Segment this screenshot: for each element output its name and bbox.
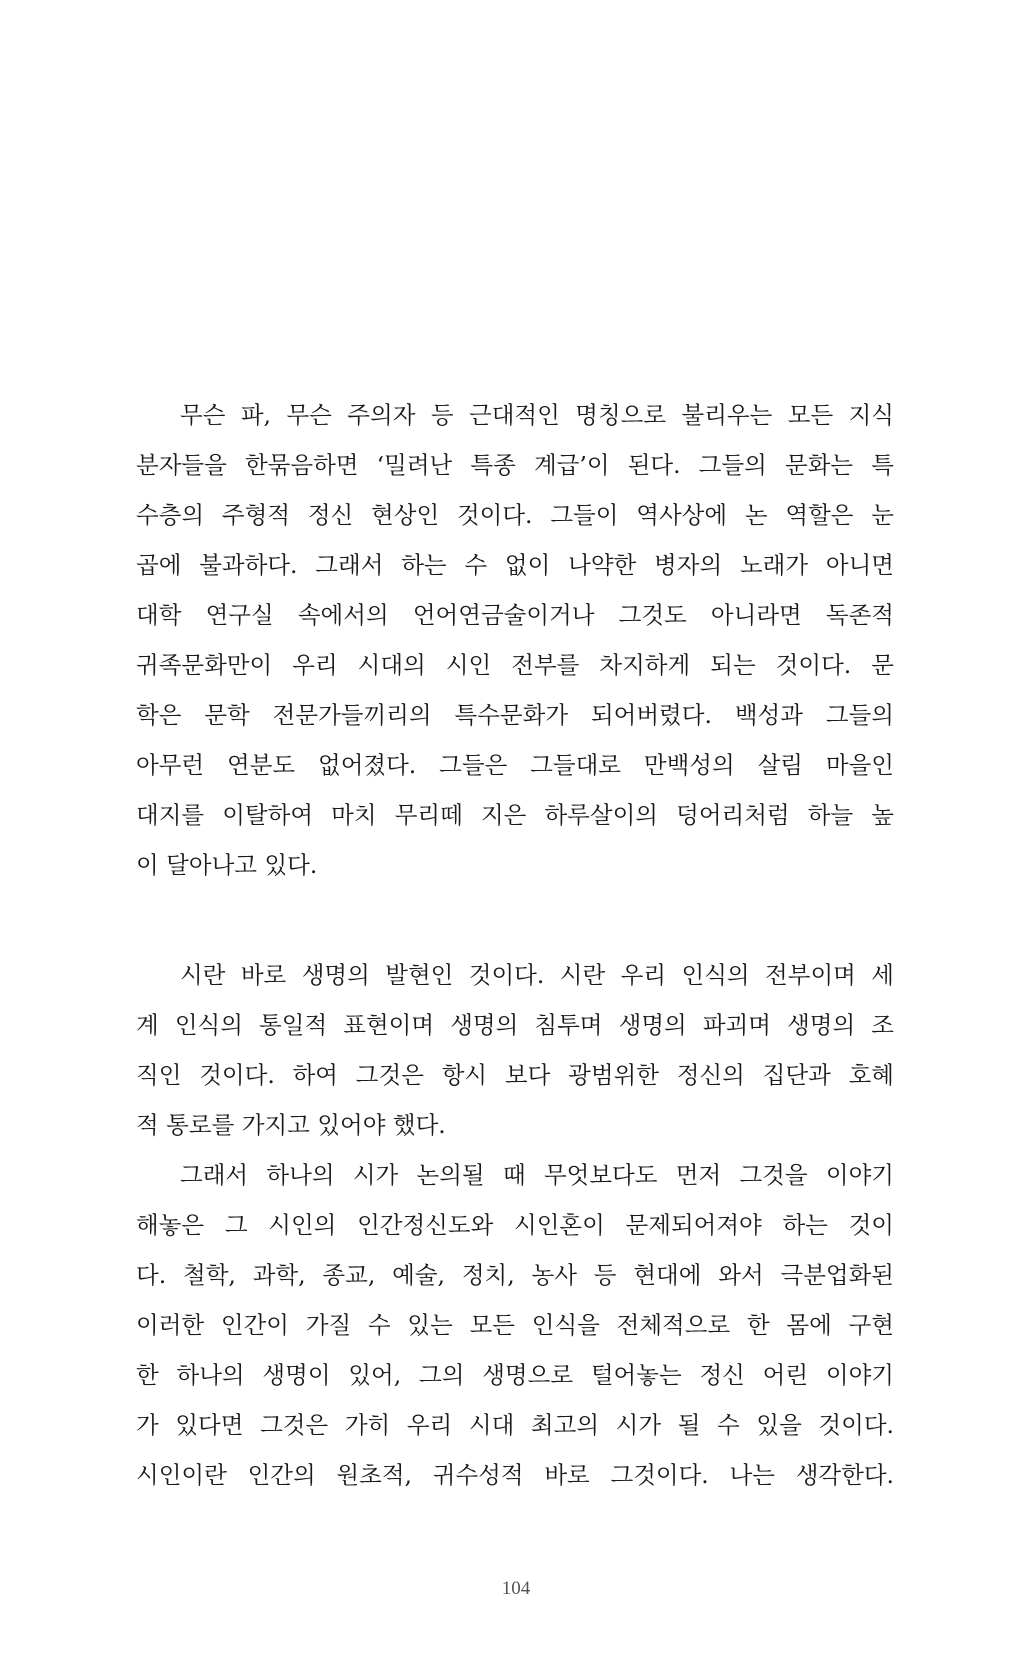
paragraph-group-2 (136, 950, 894, 1500)
paragraph-2 (136, 950, 894, 1150)
text-line: 계 인식의 통일적 표현이며 생명의 침투며 생명의 파괴며 생명의 조 (136, 1011, 894, 1039)
text-line: 그래서 하나의 시가 논의될 때 무엇보다도 먼저 그것을 이야기 (180, 1161, 894, 1189)
text-line: 한 하나의 생명이 있어, 그의 생명으로 털어놓는 정신 어린 이야기 (136, 1361, 894, 1389)
text-line: 곱에 불과하다. 그래서 하는 수 없이 나약한 병자의 노래가 아니면 (136, 551, 894, 579)
text-line: 학은 문학 전문가들끼리의 특수문화가 되어버렸다. 백성과 그들의 (136, 701, 894, 729)
text-line: 직인 것이다. 하여 그것은 항시 보다 광범위한 정신의 집단과 호혜 (136, 1061, 894, 1089)
text-line: 대지를 이탈하여 마치 무리떼 지은 하루살이의 덩어리처럼 하늘 높 (136, 801, 894, 829)
text-line: 가 있다면 그것은 가히 우리 시대 최고의 시가 될 수 있을 것이다. (136, 1411, 894, 1439)
text-line: 아무런 연분도 없어졌다. 그들은 그들대로 만백성의 살림 마을인 (136, 751, 894, 779)
text-line: 적 통로를 가지고 있어야 했다. (136, 1111, 446, 1139)
paragraph-3 (136, 1150, 894, 1500)
text-line: 대학 연구실 속에서의 언어연금술이거나 그것도 아니라면 독존적 (136, 601, 894, 629)
text-line: 이 달아나고 있다. (136, 851, 318, 879)
text-line: 분자들을 한묶음하면 ‘밀려난 특종 계급’이 된다. 그들의 문화는 특 (136, 451, 894, 479)
text-line: 다. 철학, 과학, 종교, 예술, 정치, 농사 등 현대에 와서 극분업화된 (136, 1261, 894, 1289)
text-line: 귀족문화만이 우리 시대의 시인 전부를 차지하게 되는 것이다. 문 (136, 651, 894, 679)
text-line: 시인이란 인간의 원초적, 귀수성적 바로 그것이다. 나는 생각한다. (136, 1461, 894, 1489)
text-line: 시란 바로 생명의 발현인 것이다. 시란 우리 인식의 전부이며 세 (180, 961, 894, 989)
paragraph-1 (136, 390, 894, 890)
text-line: 수층의 주형적 정신 현상인 것이다. 그들이 역사상에 논 역할은 눈 (136, 501, 894, 529)
text-line: 이러한 인간이 가질 수 있는 모든 인식을 전체적으로 한 몸에 구현 (136, 1311, 894, 1339)
text-line: 해놓은 그 시인의 인간정신도와 시인혼이 문제되어져야 하는 것이 (136, 1211, 894, 1239)
page-number: 104 (501, 1578, 531, 1599)
text-line: 무슨 파, 무슨 주의자 등 근대적인 명칭으로 불리우는 모든 지식 (180, 401, 894, 429)
